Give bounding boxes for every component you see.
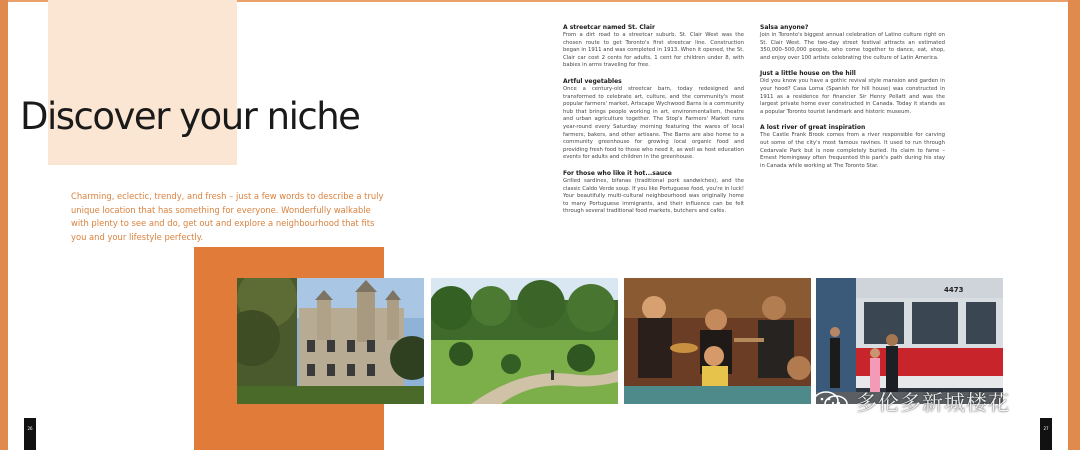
- page-tab-right: [1040, 418, 1052, 450]
- section-body: The Castle Frank Brook comes from a river responsible for carving out some of the city's most famous ravines. It used to run through Cedarvale Park but is now completely buried. Its claim to fame – Ernest Hemingway often frequented this park's path during his stay in Canada while working at The Toronto Star.: [760, 132, 945, 169]
- castle-photo: [237, 278, 424, 404]
- section-body: Grilled sardines, bifanas (traditional pork sandwiches), and the classic Caldo Verde soup. If you like Portuguese food, you're in luck! Your beautifully multi-cultural neighbourhood was originally home to many Portuguese immigrants, and their influence can be felt through several traditional food markets, butchers and cafés.: [563, 177, 744, 215]
- section-title: A streetcar named St. Clair: [563, 24, 655, 31]
- article-column-left: [563, 24, 744, 224]
- section-title: A lost river of great inspiration: [760, 124, 866, 132]
- section-hot-sauce: [563, 170, 744, 216]
- page-number-left: 26: [27, 426, 33, 431]
- page-tab-left: [24, 418, 36, 450]
- streetcar-number: 4473: [944, 286, 964, 294]
- intro-paragraph: Charming, eclectic, trendy, and fresh – just a few words to describe a truly unique location that has something for everyone. Wonderfully walkable with plenty to see and do, get out and explore a neighbourhood that fits you and your lifestyle perfectly.: [71, 191, 384, 242]
- section-body: Join in Toronto's biggest annual celebration of Latino culture right on St. Clair West. The two-day street festival attracts an estimated 350,000–500,000 people, who come together to dance, eat, shop, and enjoy over 100 artists celebrating the culture of Latin America.: [760, 32, 945, 61]
- section-salsa: [760, 24, 945, 62]
- section-streetcar: [563, 24, 744, 70]
- section-body: From a dirt road to a streetcar suburb, St. Clair West was the chosen route to get Toronto's first streetcar line. Construction began in 1911 and was completed in 1913. When it opened, the St. Clair car cost 2 cents for adults, 1 cent for children under 8, with babies in arms traveling for free.: [563, 32, 744, 69]
- section-body: Did you know you have a gothic revival style mansion and garden in your hood? Casa Loma (Spanish for hill house) was constructed in 1911 as a residence for financier Sir Henry Pellatt and was the largest private home ever constructed in Canada. Today it stands as a popular Toronto tourist landmark and historic museum.: [760, 78, 945, 115]
- watermark-text: 多伦多新城楼花: [856, 391, 1010, 415]
- page-number-right: 27: [1043, 426, 1049, 431]
- article-column-right: [760, 24, 945, 178]
- section-title: Artful vegetables: [563, 77, 622, 85]
- watermark: [812, 390, 1010, 414]
- park-path-photo: [431, 278, 618, 404]
- peach-accent-block: [48, 0, 237, 165]
- section-title: For those who like it hot...sauce: [563, 169, 672, 177]
- page-border-left: [0, 0, 8, 450]
- section-title: Salsa anyone?: [760, 24, 809, 31]
- section-house-on-hill: [760, 70, 945, 116]
- section-artful-vegetables: [563, 78, 744, 162]
- page-title: Discover your niche: [20, 95, 360, 138]
- wechat-icon: [812, 390, 850, 414]
- mariachi-band-photo: [624, 278, 811, 404]
- section-lost-river: [760, 124, 945, 170]
- section-title: Just a little house on the hill: [760, 70, 856, 78]
- section-body: Once a century-old streetcar barn, today redesigned and transformed to celebrate art, culture, and the community's most popular farmers' market, Artscape Wychwood Barns is a community hub that brings people working in art, environmentalism, theatre and urban agriculture together. The Stop's Farmers' Market runs year-round every Saturday morning featuring the wares of local farmers, bakers, and other artisans. The Barns are also home to a community greenhouse for growing local organic food and providing fresh food to those who need it, as well as host education events for adults and children in the greenhouse.: [563, 85, 744, 161]
- page-border-right: [1068, 0, 1080, 450]
- streetcar-photo: [816, 278, 1003, 404]
